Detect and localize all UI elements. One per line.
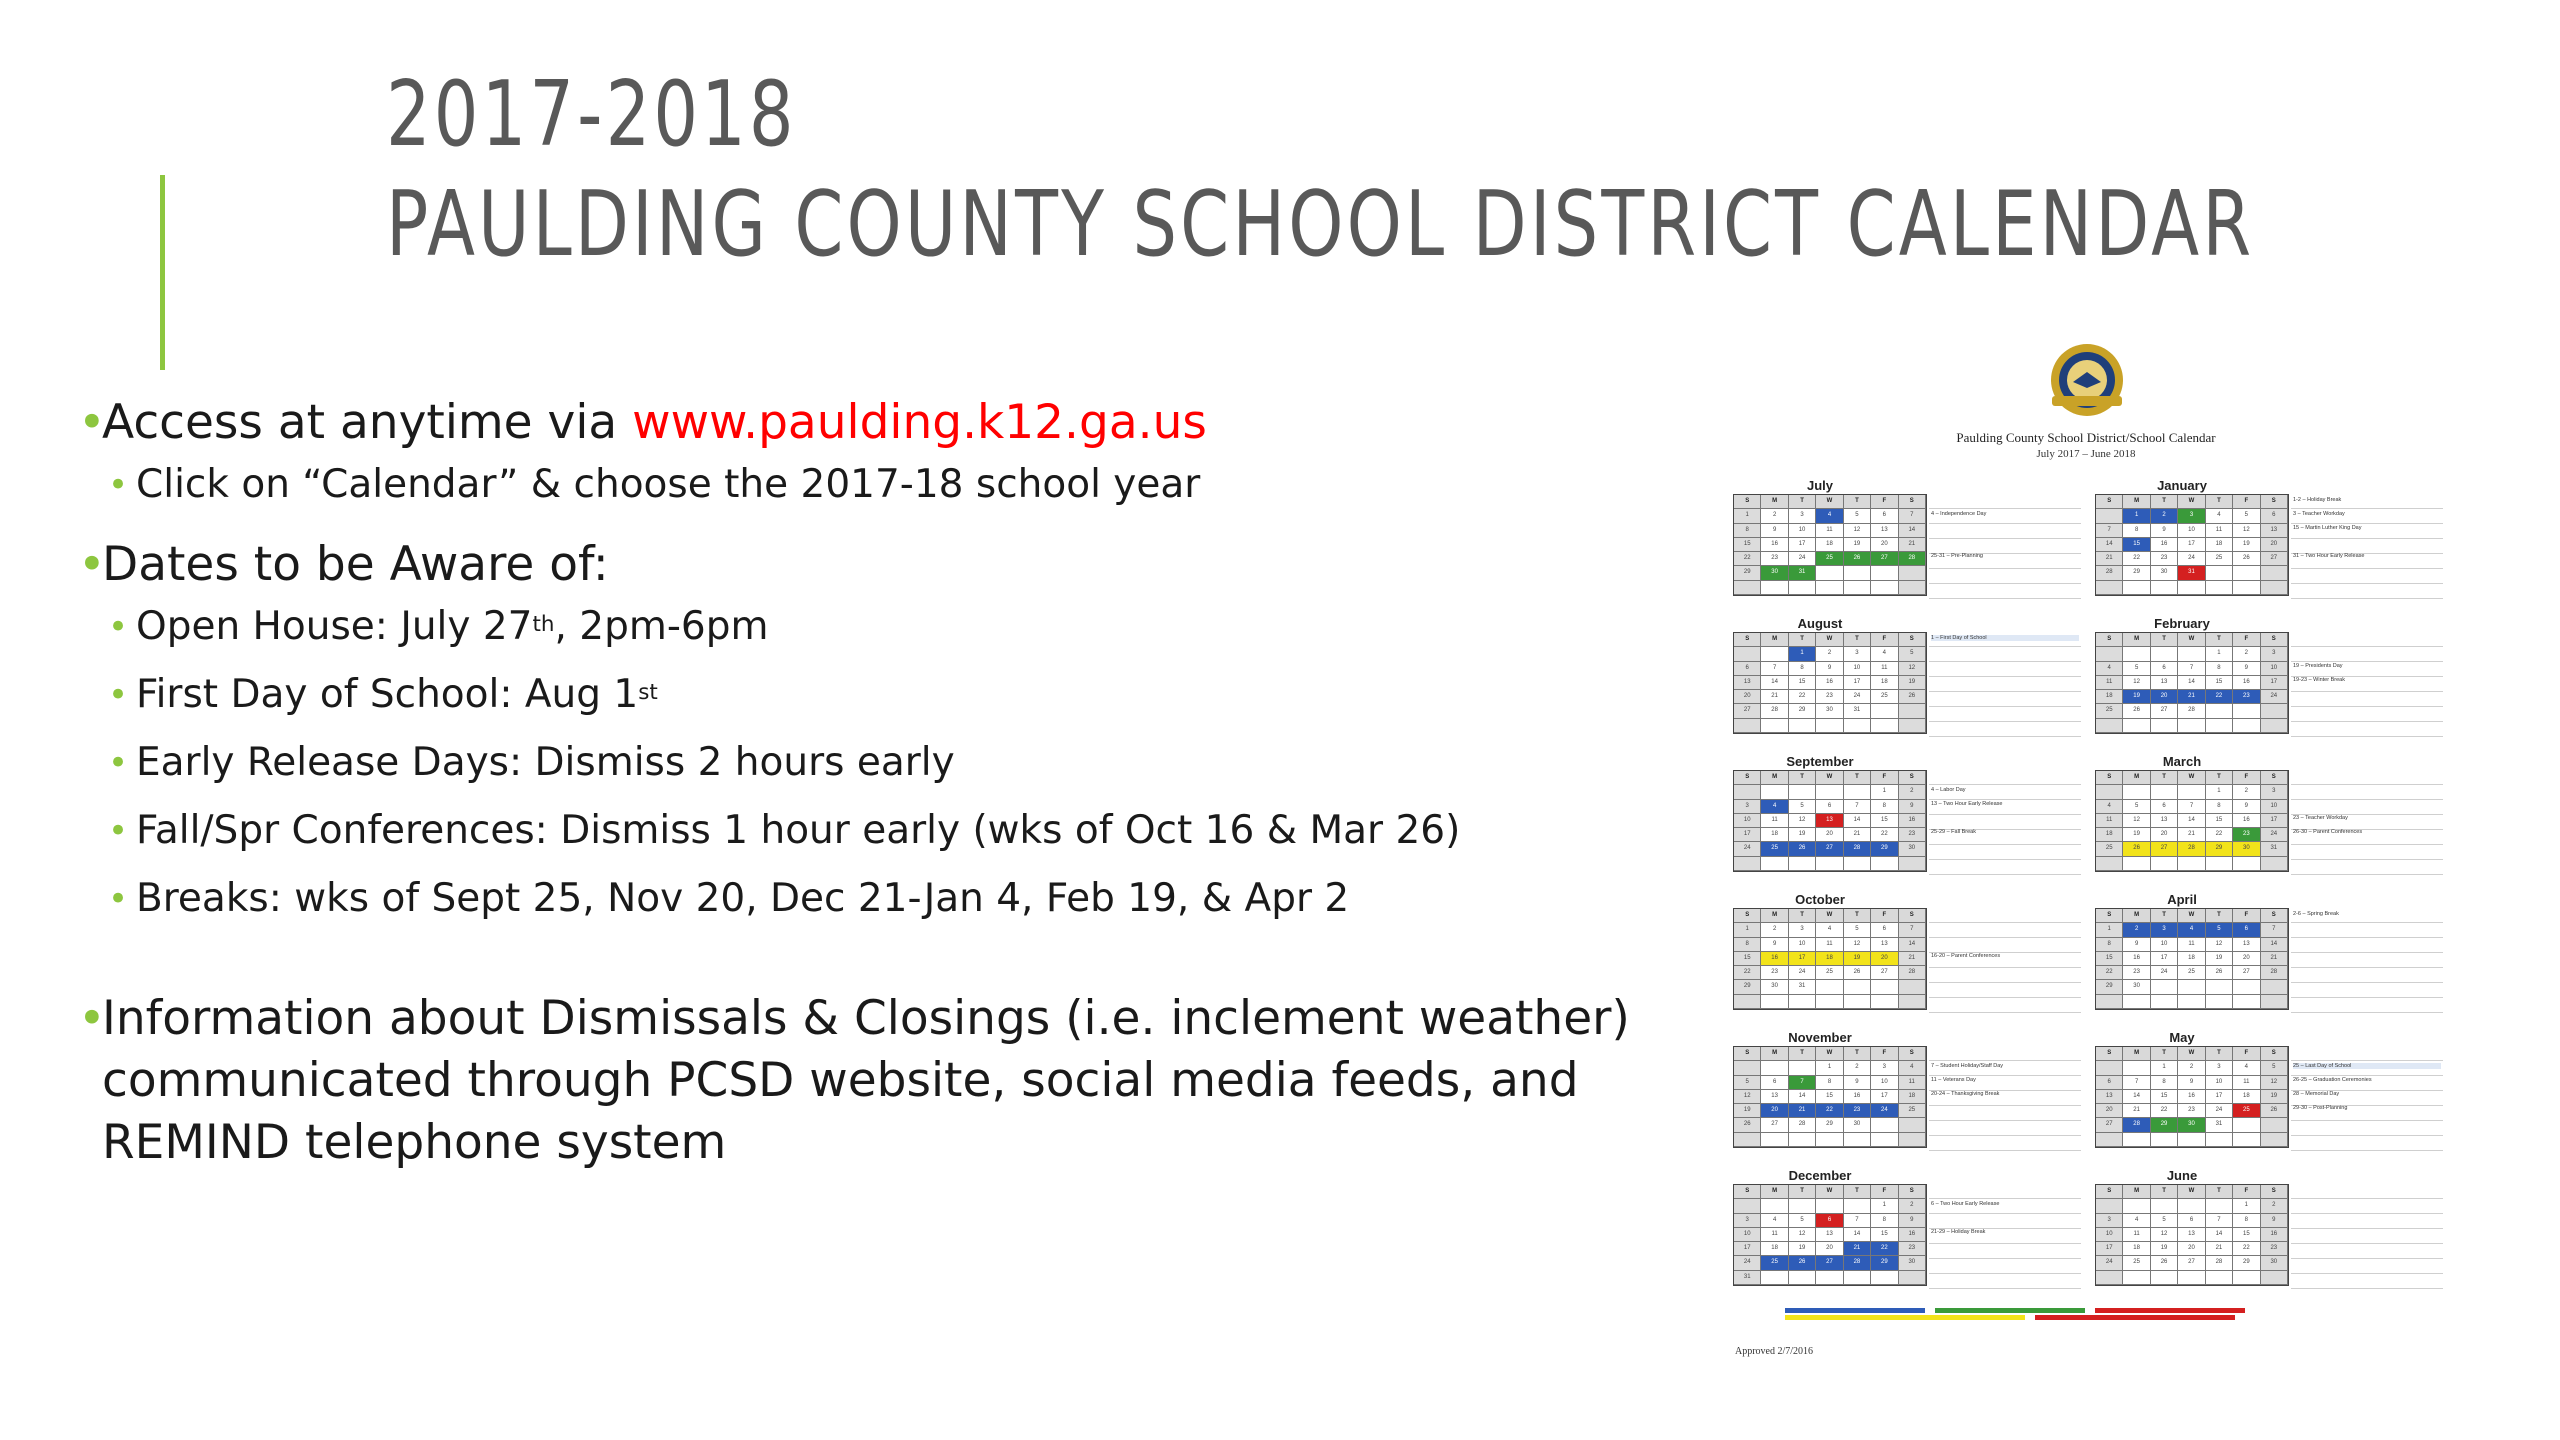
month-note: 25-31 – Pre-Planning bbox=[1931, 553, 1983, 559]
approved-date: Approved 2/7/2016 bbox=[1735, 1346, 1814, 1357]
bullet-dot-icon: • bbox=[108, 675, 129, 715]
date-item-text: Early Release Days: Dismiss 2 hours early bbox=[136, 740, 955, 785]
bullet-dot-icon: • bbox=[78, 991, 106, 1046]
month-note: 26-30 – Parent Conferences bbox=[2293, 829, 2363, 835]
month-notes bbox=[1929, 1046, 2081, 1146]
info-line-1: Information about Dismissals & Closings (i.e. inclement weather) bbox=[102, 991, 1630, 1046]
info-line-3: REMIND telephone system bbox=[102, 1115, 727, 1170]
month-grid: S M T W T F S 1 2 3 4 5 6 7 8 9 10 11 12 13 14 15 16 17 18 19 20 21 22 23 24 25 26 27 28 29 30 bbox=[2095, 908, 2289, 1010]
bullet-dot-icon: • bbox=[108, 743, 129, 783]
month-note: 31 – Two Hour Early Release bbox=[2293, 553, 2365, 559]
month-notes bbox=[2291, 908, 2443, 1008]
calendar-title: Paulding County School District/School Calendar bbox=[1956, 430, 2216, 445]
date-item-text: Breaks: wks of Sept 25, Nov 20, Dec 21-Jan 4, Feb 19, & Apr 2 bbox=[136, 876, 1350, 921]
calendar-subtitle: July 2017 – June 2018 bbox=[2036, 448, 2136, 460]
month-grid: S M T W T F S 1 2 3 4 5 6 7 8 9 10 11 12 13 14 15 16 17 18 19 20 21 22 23 24 25 26 27 28 29 30 bbox=[1733, 770, 1927, 872]
dates-heading-text: Dates to be Aware of: bbox=[102, 537, 609, 592]
bullet-info bbox=[78, 988, 1658, 1174]
date-item bbox=[78, 602, 1658, 652]
access-text: Access at anytime via bbox=[102, 395, 633, 450]
date-item bbox=[78, 738, 1658, 788]
title-line-1: 2017-2018 bbox=[386, 62, 797, 167]
bullet-dot-icon: • bbox=[108, 811, 129, 851]
bullet-dot-icon: • bbox=[78, 537, 106, 592]
month-note: 20-24 – Thanksgiving Break bbox=[1931, 1091, 2000, 1097]
district-website-link[interactable]: www.paulding.k12.ga.us bbox=[632, 395, 1207, 450]
bullet-dot-icon: • bbox=[108, 607, 129, 647]
month-grid: S M T W T F S 1 2 3 4 5 6 7 8 9 10 11 12 13 14 15 16 17 18 19 20 21 22 23 24 25 26 27 28 29 30 31 bbox=[1733, 494, 1927, 596]
slide-title bbox=[386, 60, 2254, 280]
date-item bbox=[78, 874, 1658, 924]
month-notes bbox=[1929, 908, 2081, 1008]
date-item-superscript: st bbox=[638, 680, 658, 705]
bullet-dot-icon: • bbox=[108, 465, 129, 505]
month-name: June bbox=[2166, 1168, 2198, 1183]
month-note: 26-25 – Graduation Ceremonies bbox=[2293, 1077, 2372, 1083]
district-seal-logo bbox=[2040, 338, 2135, 426]
month-name: August bbox=[1797, 616, 1843, 631]
month-note: 29-30 – Post-Planning bbox=[2293, 1105, 2348, 1111]
date-item bbox=[78, 806, 1658, 856]
month-note: 1 – First Day of School bbox=[1931, 635, 2079, 641]
calendar-legend bbox=[1785, 1308, 2425, 1320]
accent-bar bbox=[160, 175, 165, 370]
month-notes bbox=[1929, 770, 2081, 870]
date-item-superscript: th bbox=[532, 612, 555, 637]
month-note: 1-2 – Holiday Break bbox=[2293, 497, 2342, 503]
month-name: December bbox=[1788, 1168, 1852, 1183]
month-notes bbox=[2291, 632, 2443, 732]
month-note: 21-29 – Holiday Break bbox=[1931, 1229, 1986, 1235]
month-grid: S M T W T F S 1 2 3 4 5 6 7 8 9 10 11 12 13 14 15 16 17 18 19 20 21 22 23 24 25 26 27 28 bbox=[2095, 632, 2289, 734]
month-note: 7 – Student Holiday/Staff Day bbox=[1931, 1063, 2004, 1069]
month-notes bbox=[2291, 1046, 2443, 1146]
month-grid: S M T W T F S 1 2 3 4 5 6 7 8 9 10 11 12 13 14 15 16 17 18 19 20 21 22 23 24 25 26 27 28 29 30 bbox=[2095, 1184, 2289, 1286]
month-notes bbox=[1929, 1184, 2081, 1284]
month-grid: S M T W T F S 1 2 3 4 5 6 7 8 9 10 11 12 13 14 15 16 17 18 19 20 21 22 23 24 25 26 27 28 29 30 31 bbox=[2095, 1046, 2289, 1148]
month-note: 25-29 – Fall Break bbox=[1931, 829, 1976, 835]
month-notes bbox=[2291, 494, 2443, 594]
bullet-dot-icon: • bbox=[108, 879, 129, 919]
month-name: November bbox=[1788, 1030, 1852, 1045]
info-line-2: communicated through PCSD website, social media feeds, and bbox=[102, 1053, 1579, 1108]
month-note: 28 – Memorial Day bbox=[2293, 1091, 2340, 1097]
calendar-image bbox=[1725, 338, 2447, 1378]
title-line-2: PAULDING COUNTY SCHOOL DISTRICT CALENDAR bbox=[386, 172, 2255, 277]
calendar-instructions-text: Click on “Calendar” & choose the 2017-18 school year bbox=[136, 462, 1201, 507]
bullet-dot-icon: • bbox=[78, 395, 106, 450]
month-name: January bbox=[2157, 478, 2207, 493]
month-grid: S M T W T F S 1 2 3 4 5 6 7 8 9 10 11 12 13 14 15 16 17 18 19 20 21 22 23 24 25 26 27 28 29 30 31 bbox=[2095, 494, 2289, 596]
date-item-text: Fall/Spr Conferences: Dismiss 1 hour early (wks of Oct 16 & Mar 26) bbox=[136, 808, 1461, 853]
month-name: May bbox=[2169, 1030, 2195, 1045]
month-name: March bbox=[2162, 754, 2202, 769]
month-notes bbox=[1929, 632, 2081, 732]
month-notes bbox=[1929, 494, 2081, 594]
date-item-text: Open House: July 27 bbox=[136, 604, 533, 649]
month-name: October bbox=[1795, 892, 1845, 907]
month-note: 25 – Last Day of School bbox=[2293, 1063, 2441, 1069]
month-note: 13 – Two Hour Early Release bbox=[1931, 801, 2003, 807]
month-note: 3 – Teacher Workday bbox=[2293, 511, 2345, 517]
month-note: 15 – Martin Luther King Day bbox=[2293, 525, 2362, 531]
month-note: 4 – Independence Day bbox=[1931, 511, 1987, 517]
sub-bullet-calendar-instructions bbox=[78, 460, 1658, 510]
month-note: 2-6 – Spring Break bbox=[2293, 911, 2339, 917]
date-item bbox=[78, 670, 1658, 720]
bullet-access bbox=[78, 392, 1658, 454]
date-item-suffix: , 2pm-6pm bbox=[554, 604, 769, 649]
month-grid: S M T W T F S 1 2 3 4 5 6 7 8 9 10 11 12 13 14 15 16 17 18 19 20 21 22 23 24 25 26 27 28 29 30 31 bbox=[1733, 1184, 1927, 1286]
month-note: 16-20 – Parent Conferences bbox=[1931, 953, 2001, 959]
month-notes bbox=[2291, 1184, 2443, 1284]
month-grid: S M T W T F S 1 2 3 4 5 6 7 8 9 10 11 12 13 14 15 16 17 18 19 20 21 22 23 24 25 26 27 28 29 30 31 bbox=[1733, 908, 1927, 1010]
month-grid: S M T W T F S 1 2 3 4 5 6 7 8 9 10 11 12 13 14 15 16 17 18 19 20 21 22 23 24 25 26 27 28 29 30 bbox=[1733, 1046, 1927, 1148]
month-name: April bbox=[2167, 892, 2197, 907]
month-note: 4 – Labor Day bbox=[1931, 787, 1966, 793]
month-name: February bbox=[2154, 616, 2210, 631]
month-note: 19-23 – Winter Break bbox=[2293, 677, 2345, 683]
month-grid: S M T W T F S 1 2 3 4 5 6 7 8 9 10 11 12 13 14 15 16 17 18 19 20 21 22 23 24 25 26 27 28 29 30 31 bbox=[2095, 770, 2289, 872]
month-grid: S M T W T F S 1 2 3 4 5 6 7 8 9 10 11 12 13 14 15 16 17 18 19 20 21 22 23 24 25 26 27 28 29 30 31 bbox=[1733, 632, 1927, 734]
slide-body bbox=[78, 392, 1658, 1174]
month-note: 23 – Teacher Workday bbox=[2293, 815, 2348, 821]
month-name: September bbox=[1786, 754, 1854, 769]
month-name: July bbox=[1806, 478, 1833, 493]
bullet-dates-heading bbox=[78, 534, 1658, 596]
month-notes bbox=[2291, 770, 2443, 870]
date-item-text: First Day of School: Aug 1 bbox=[136, 672, 639, 717]
month-note: 19 – Presidents Day bbox=[2293, 663, 2343, 669]
month-note: 11 – Veterans Day bbox=[1931, 1077, 1976, 1083]
month-note: 6 – Two Hour Early Release bbox=[1931, 1201, 2000, 1207]
